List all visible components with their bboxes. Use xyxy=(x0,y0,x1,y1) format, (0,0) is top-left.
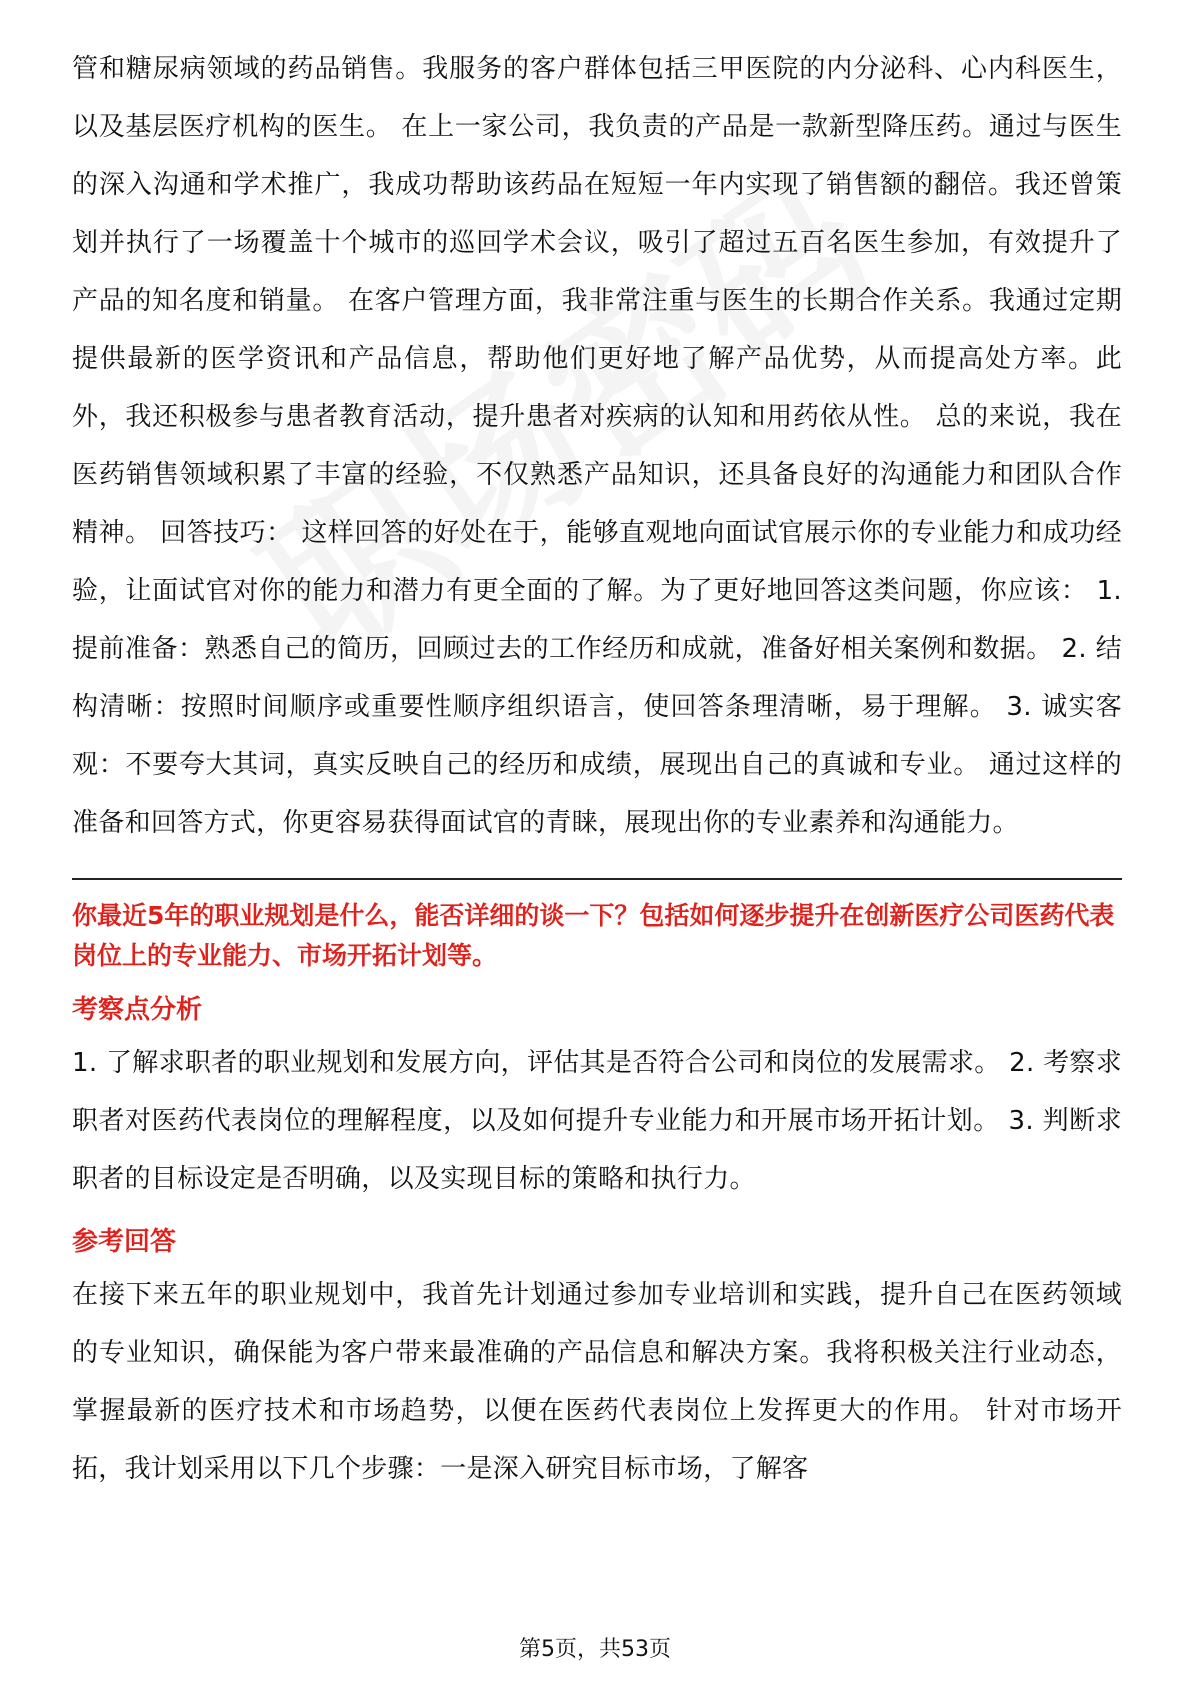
analysis-heading: 考察点分析 xyxy=(72,995,203,1025)
analysis-paragraph: 1. 了解求职者的职业规划和发展方向，评估其是否符合公司和岗位的发展需求。 2. 考察求职者对医药代表岗位的理解程度，以及如何提升专业能力和开展市场开拓计划。 3. 判断求职者的目标设定是否明确，以及实现目标的策略和执行力。 xyxy=(72,1048,1122,1194)
document-page xyxy=(72,40,1122,1498)
page-number-footer: 第5页，共53页 xyxy=(519,1637,671,1662)
answer-continuation-paragraph: 管和糖尿病领域的药品销售。我服务的客户群体包括三甲医院的内分泌科、心内科医生，以及基层医疗机构的医生。 在上一家公司，我负责的产品是一款新型降压药。通过与医生的深入沟通和学术推广，我成功帮助该药品在短短一年内实现了销售额的翻倍。我还曾策划并执行了一场覆盖十个城市的巡回学术会议，吸引了超过五百名医生参加，有效提升了产品的知名度和销量。 在客户管理方面，我非常注重与医生的长期合作关系。我通过定期提供最新的医学资讯和产品信息，帮助他们更好地了解产品优势，从而提高处方率。此外，我还积极参与患者教育活动，提升患者对疾病的认知和用药依从性。 总的来说，我在医药销售领域积累了丰富的经验，不仅熟悉产品知识，还具备良好的沟通能力和团队合作精神。 回答技巧： 这样回答的好处在于，能够直观地向面试官展示你的专业能力和成功经验，让面试官对你的能力和潜力有更全面的了解。为了更好地回答这类问题，你应该： 1. 提前准备：熟悉自己的简历，回顾过去的工作经历和成就，准备好相关案例和数据。 2. 结构清晰：按照时间顺序或重要性顺序组织语言，使回答条理清晰，易于理解。 3. 诚实客观：不要夸大其词，真实反映自己的经历和成绩，展现出自己的真诚和专业。 通过这样的准备和回答方式，你更容易获得面试官的青睐，展现出你的专业素养和沟通能力。 xyxy=(72,54,1122,838)
interview-question: 你最近5年的职业规划是什么，能否详细的谈一下？包括如何逐步提升在创新医疗公司医药代表岗位上的专业能力、市场开拓计划等。 xyxy=(72,901,1115,970)
section-divider xyxy=(72,878,1122,880)
reference-answer-heading: 参考回答 xyxy=(72,1227,177,1257)
reference-answer-paragraph: 在接下来五年的职业规划中，我首先计划通过参加专业培训和实践，提升自己在医药领域的专业知识，确保能为客户带来最准确的产品信息和解决方案。我将积极关注行业动态，掌握最新的医疗技术和市场趋势，以便在医药代表岗位上发挥更大的作用。 针对市场开拓，我计划采用以下几个步骤：一是深入研究目标市场，了解客 xyxy=(72,1280,1122,1484)
